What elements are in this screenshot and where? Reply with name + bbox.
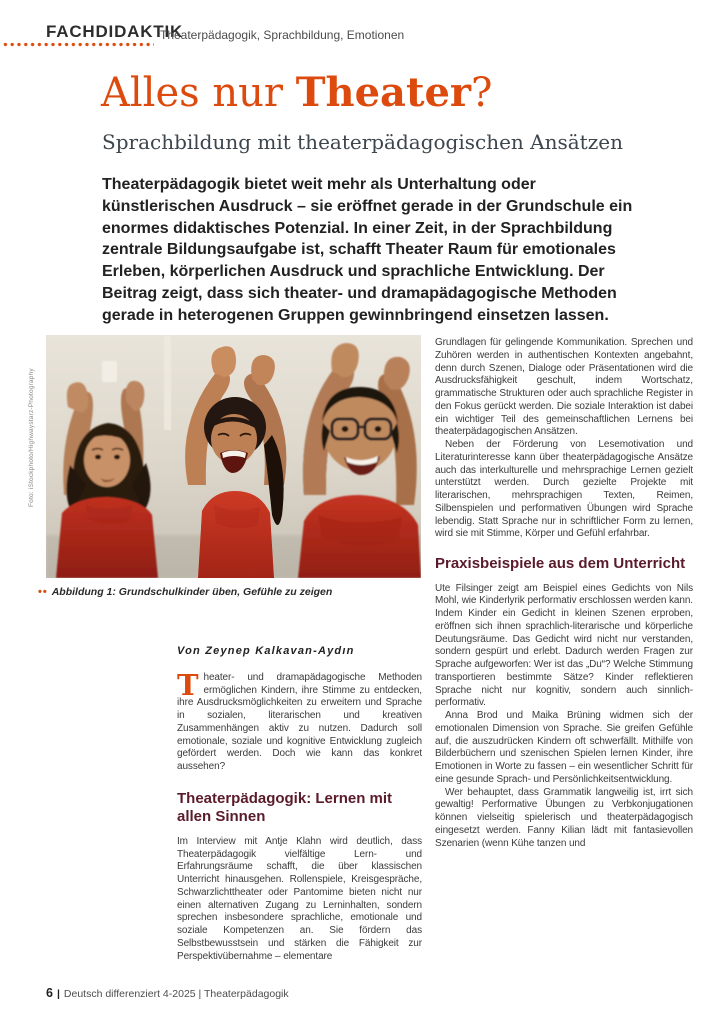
- section-kicker: FACHDIDAKTIK: [46, 22, 184, 41]
- page-footer: [46, 986, 289, 1000]
- right-paragraph-3: Ute Filsinger zeigt am Beispiel eines Gedichts von Nils Mohl, wie Kinderlyrik performativ erschlossen werden kann. Indem Kinder ein Gedicht in kleinen Szenen erproben, eröffnen sich ihnen sprachlich-literarische und körperliche Deutungsräume. Das Gedicht wird nicht nur verstanden, sondern gespürt und erlebt. Dadurch werden Fragen zur Sprache aufgeworfen: Wer ist das „Du“? Welche Stimmung transportieren bestimmte Sätze? Kinder reflektieren Sprache nicht nur kognitiv, sondern auch sinnlich-performativ.: [435, 582, 693, 709]
- lead-paragraph: [177, 667, 422, 774]
- article-subtitle: Sprachbildung mit theaterpädagogischen Ansätzen: [102, 130, 623, 154]
- right-paragraph-1: Grundlagen für gelingende Kommunikation. Sprechen und Zuhören werden in authentischen Kontexten angebahnt, denn durch Szenen, Dialoge oder Präsentationen wird die Ausdrucksfähigkeit geschult, indem Wortschatz, grammatische Strukturen oder auch sprachliche Register in den Fokus gerückt werden. Die soziale Interaktion ist dabei ein wichtiger Teil des gemeinschaftlichen Lernens bei theaterpädagogischen Ansätzen.: [435, 337, 693, 438]
- figure-photo: [46, 335, 421, 578]
- byline: Von Zeynep Kalkavan-Aydın: [177, 645, 355, 657]
- right-paragraph-5: Wer behauptet, dass Grammatik langweilig ist, irrt sich gewaltig! Performative Übungen zu Verbkonjugationen können vielseitig spielerisch und theaterpädagogisch eingesetzt werden. Fanny Kilian lädt mit fantasievollen Szenarien (wenn Kühe tanzen und: [435, 786, 693, 849]
- kicker-topics: Theaterpädagogik, Sprachbildung, Emotionen: [160, 28, 405, 42]
- right-paragraph-4: Anna Brod und Maika Brüning widmen sich der emotionalen Dimension von Sprache. Sie greifen Gefühle auf, die auszudrücken Kindern oft schwerfällt. Mithilfe von Bilderbüchern und szenischen Spielen lernen Kinder, ihre Emotionen in Worte zu fassen – ein wesentlicher Schritt für eine gesunde Sprach- und Persönlichkeitsentwicklung.: [435, 710, 693, 785]
- article-teaser: Theaterpädagogik bietet weit mehr als Unterhaltung oder künstlerischen Ausdruck – sie eröffnet gerade in der Grundschule ein enormes didaktisches Potenzial. In einer Zeit, in der Sprachbildung zentrale Bildungsaufgabe ist, schafft Theater Raum für emotionales Erleben, körperlichen Ausdruck und sprachliche Entwicklung. Der Beitrag zeigt, dass sich theater- und dramapädagogische Methoden gerade in heterogenen Gruppen gewinnbringend einsetzen lassen.: [102, 176, 633, 324]
- left-column: [177, 645, 422, 963]
- title-question-mark: ?: [470, 70, 493, 116]
- footer-separator: |: [56, 988, 60, 1000]
- lead-text: heater- und dramapädagogische Methoden ermöglichen Kindern, ihre Stimme zu entdecken, ihre Ausdrucksmöglichkeiten zu erweitern und Sprache in sozialen, literarischen und kreativen Zusammenhängen aktiv zu nutzen. Dadurch soll emotionale, soziale und kognitive Entwicklung zugleich gefördert werden. Doch wie kann das konkret aussehen?: [177, 671, 422, 772]
- heading-theaterpaedagogik: Theaterpädagogik: Lernen mit allen Sinnen: [177, 789, 393, 826]
- right-column: [435, 337, 693, 850]
- children-theatre-photo-illustration: [46, 335, 421, 578]
- figure-caption: [38, 586, 428, 598]
- dropcap: T: [177, 667, 199, 702]
- page-number: 6: [46, 986, 53, 1000]
- caption-bullets-icon: ••: [38, 586, 48, 598]
- title-bold: Theater: [295, 69, 471, 116]
- title-light: Alles nur: [101, 70, 296, 116]
- photo-credit: Foto: iStockphoto/Highwaystarz-Photography: [28, 368, 35, 507]
- right-paragraph-2: Neben der Förderung von Lesemotivation und Literaturinteresse kann über theaterpädagogische Ansätze auch das interkulturelle und mehrsprachige Lernen gezielt unterstützt werden. Durch gezielte Projekte mit literarischen, mehrsprachigen Texten, Reimen, Silbenspielen und performativen Übungen wird Sprache lebendig. Statt Sprache nur in schriftlicher Form zu lernen, wird sie mit Stimme, Körper und Gefühl erfahrbar.: [435, 439, 693, 540]
- left-paragraph-1: Im Interview mit Antje Klahn wird deutlich, dass Theaterpädagogik vielfältige Lern- und Erfahrungsräume schafft, die über klassischen Unterricht hinausgehen. Rollenspiele, Kreisgespräche, Schwarzlichttheater oder Pantomime bieten nicht nur einen alternativen Zugang zu Lerninhalten, sondern sprechen insbesondere sprachliche, emotionale und soziale Kompetenzen an. Sie fördern das Selbstbewusstsein und stärken die Fähigkeit zur Perspektivübernahme – elementare: [177, 835, 422, 962]
- figure-caption-text: Abbildung 1: Grundschulkinder üben, Gefühle zu zeigen: [51, 586, 333, 598]
- heading-praxisbeispiele: Praxisbeispiele aus dem Unterricht: [435, 555, 686, 572]
- dotted-rule: [2, 42, 154, 47]
- footer-text: Deutsch differenziert 4-2025 | Theaterpädagogik: [63, 988, 289, 1000]
- article-title: [101, 70, 492, 116]
